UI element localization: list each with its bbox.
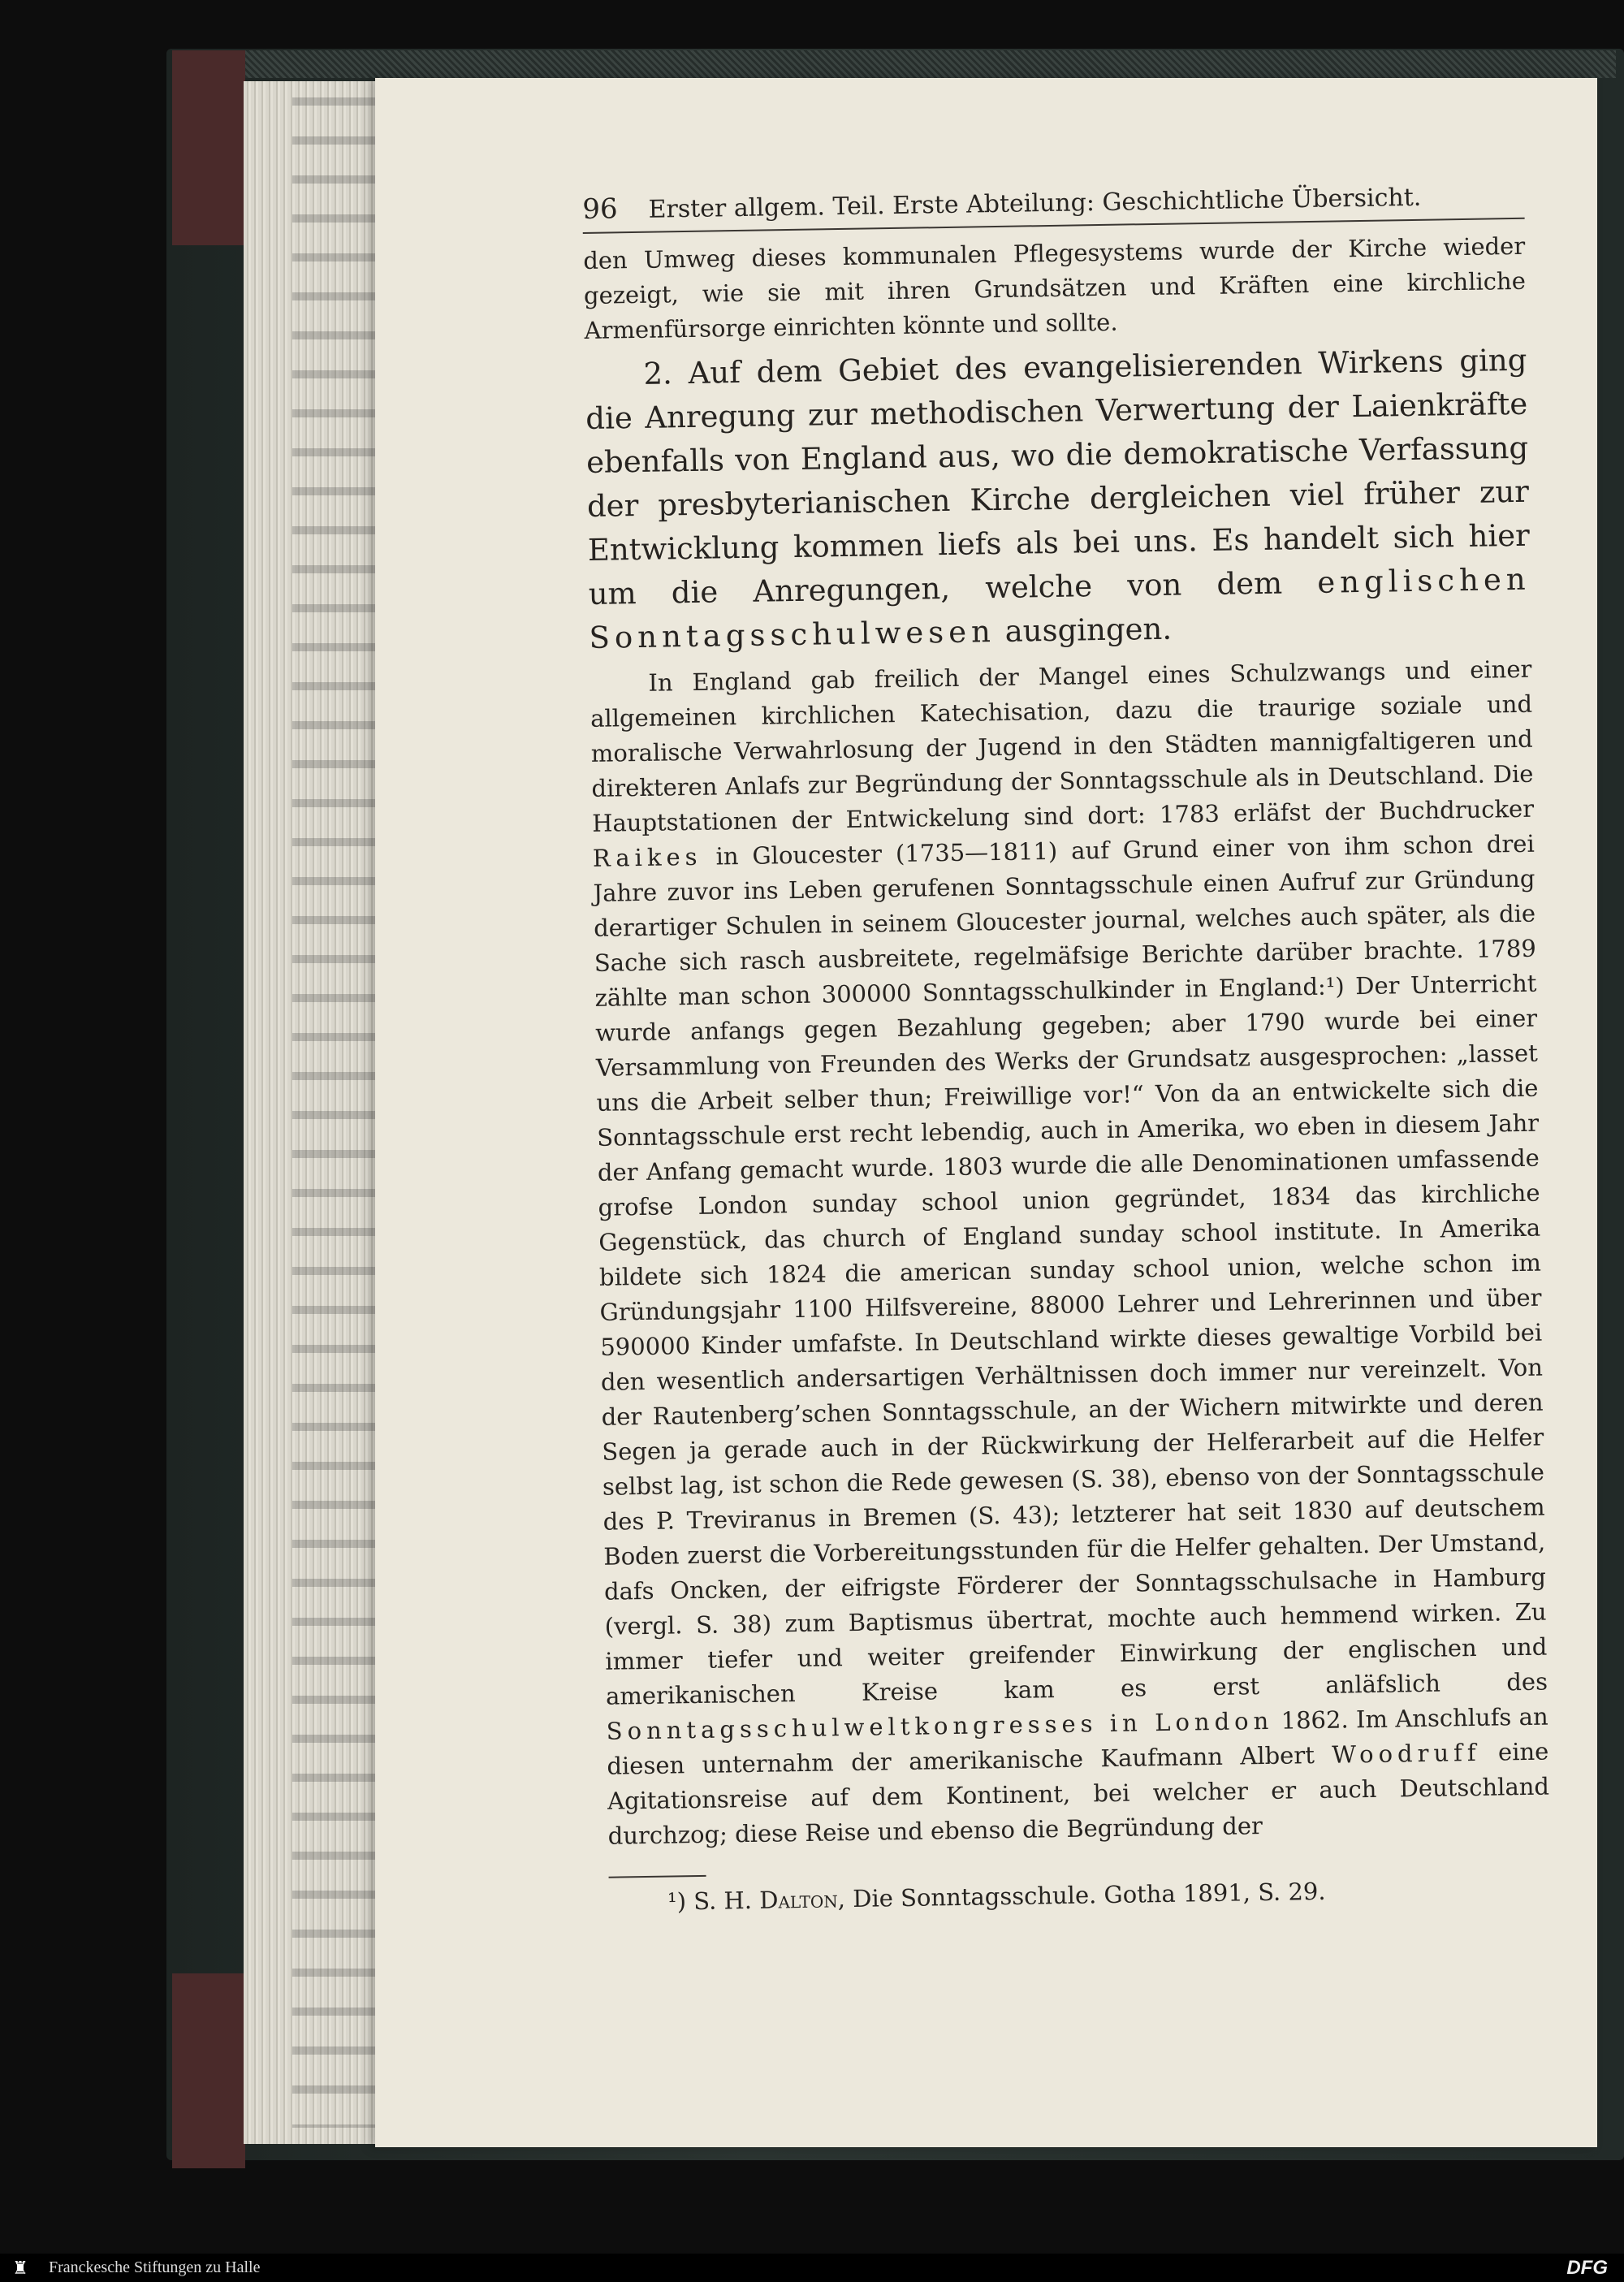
page-number: 96 bbox=[582, 192, 618, 226]
footnote bbox=[609, 1872, 1551, 1919]
paragraph-3-text-a: In England gab freilich der Mangel eines Schulzwangs und einer allgemeinen kirchlichen Katechisation, dazu die traurige soziale und moralische Verwahrlosung der Jugend in den Städten mannigfaltigeren und direkteren Anlafs zur Begründung der Sonntagsschule als in Deutschland. Die Hauptstationen der Entwickelung sind dort: 1783 erläfst der Buchdrucker bbox=[590, 655, 1535, 837]
congress-emphasis: Sonntagsschulweltkongresses in London bbox=[606, 1706, 1274, 1745]
paragraph-3-text-b: in Gloucester (1735—1811) auf Grund einer von ihm schon drei Jahre zuvor ins Leben gerufenen Sonntagsschule einen Aufruf zur Gründung derartiger Schulen in seinem Gloucester journal, welches auch später, als die Sache sich rasch ausbreitete, regelmäfsige Berichte darüber brachte. 1789 zählte man schon 300000 Sonntagsschulkinder in England:¹) Der Unterricht wurde anfangs gegen Bezahlung gegeben; aber 1790 wurde bei einer Versammlung von Freunden des Werks der Grundsatz ausgesprochen: „lasset uns die Arbeit selber thun; Freiwillige vor!“ Von da an entwickelte sich die Sonntagsschule erst recht lebendig, auch in Amerika, wo eben in diesem Jahr der Anfang gemacht wurde. 1803 wurde die alle Denominationen umfassende grofse London sunday school union gegründet, 1834 das kirchliche Gegenstück, das church of England sunday school institute. In Amerika bildete sich 1824 die american sunday school union, welche schon im Gründungsjahr 1100 Hilfsvereine, 88000 Lehrer und Lehrerinnen und über 590000 Kinder umfafste. In Deutschland wirkte dieses gewaltige Vorbild bei den wesentlich andersartigen Verhältnissen doch immer nur vereinzelt. Von der Rautenberg’schen Sonntagsschule, an der Wichern mitwirkte und deren Segen ja gerade auch in der Rückwirkung der Helferarbeit auf die Helfer selbst lag, ist schon die Rede gewesen (S. 38), ebenso von der Sonntagsschule des P. Treviranus in Bremen (S. 43); letzterer hat seit 1830 auf deutschem Boden zuerst die Vorbereitungsstunden für die Helfer gehalten. Der Umstand, dafs Oncken, der eifrigste Förderer der Sonntagsschulsache in Hamburg (vergl. S. 38) zum Baptismus übertrat, mochte auch hemmend wirken. Zu immer tiefer und weiter greifender Einwirkung der englischen und amerikanischen Kreise kam es erst anläfslich des bbox=[593, 829, 1548, 1710]
running-head bbox=[582, 179, 1525, 234]
leather-corner-bottom bbox=[172, 1973, 245, 2168]
footnote-marker: ¹) bbox=[667, 1887, 687, 1916]
paragraph-2-text-a: 2. Auf dem Gebiet des evangelisierenden Wirkens ging die Anregung zur methodischen Verwertung der Laienkräfte ebenfalls von England aus, wo die demokratische Verfassung der presbyterianischen Kirche dergleichen viel früher zur Entwicklung kommen liefs als bei uns. Es handelt sich hier um die Anregungen, welche von dem bbox=[585, 342, 1531, 612]
footnote-text: Die Sonntagsschule. Gotha 1891, S. 29. bbox=[844, 1877, 1326, 1913]
library-logo-icon: ♜ bbox=[12, 2258, 28, 2278]
library-footer-strip bbox=[0, 2254, 1624, 2282]
name-woodruff: Woodruff bbox=[1331, 1738, 1481, 1769]
footnote-rule bbox=[609, 1875, 706, 1878]
paragraph-3-text-d: eine Agitationsreise auf dem Kontinent, bei welcher er auch Deutschland durchzog; diese Reise und ebenso die Begründung der bbox=[607, 1737, 1550, 1850]
footnote-author: S. H. Dalton, bbox=[693, 1885, 846, 1916]
paragraph-2-emphasis: englischen Sonntagsschulwesen bbox=[589, 561, 1531, 655]
library-name: Franckesche Stiftungen zu Halle bbox=[49, 2258, 261, 2276]
page-text-block bbox=[582, 179, 1551, 1919]
dfg-logo: DFG bbox=[1566, 2257, 1608, 2279]
paragraph-3-text-c: 1862. Im Anschlufs an diesen unternahm der amerikanische Kaufmann Albert bbox=[607, 1702, 1548, 1780]
paragraph-3 bbox=[590, 652, 1550, 1854]
running-title: Erster allgem. Teil. Erste Abteilung: Geschichtliche Übersicht. bbox=[648, 183, 1422, 224]
paragraph-2 bbox=[585, 339, 1531, 660]
book-page bbox=[375, 78, 1597, 2147]
bleed-through-text bbox=[292, 97, 382, 2128]
name-raikes: Raikes bbox=[592, 842, 702, 872]
paragraph-1: den Umweg dieses kommunalen Pflegesystems wurde der Kirche wieder gezeigt, wie sie mit ihren Grundsätzen und Kräften eine kirchliche Armenfürsorge einrichten könnte und sollte. bbox=[583, 231, 1527, 344]
cover-cloth-edge bbox=[187, 50, 1616, 78]
leather-corner-top bbox=[172, 50, 245, 245]
paragraph-2-text-b: ausgingen. bbox=[995, 611, 1173, 650]
